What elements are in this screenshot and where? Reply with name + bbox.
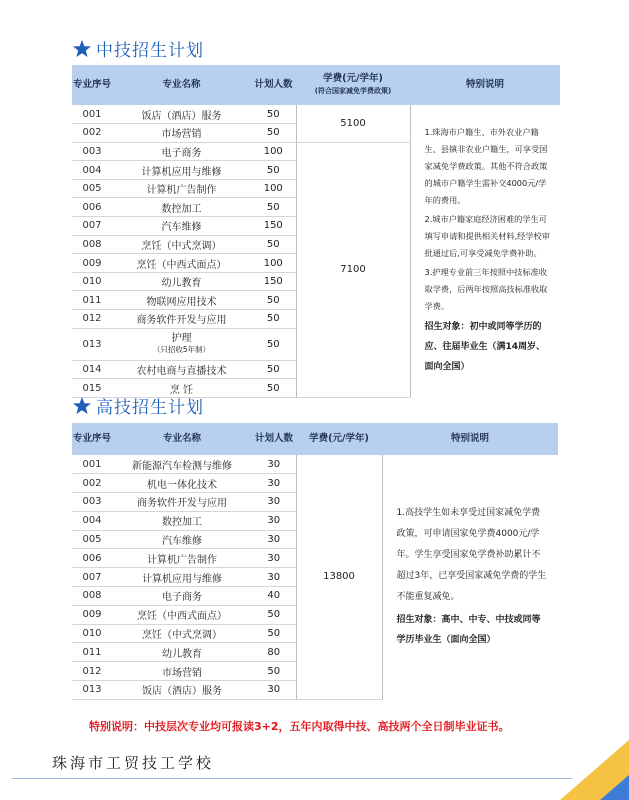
section-title-mid <box>72 36 204 61</box>
cell-code: 009 <box>72 605 112 624</box>
cell-code: 002 <box>72 124 112 143</box>
cell-name: 计算机应用与维修 <box>112 568 252 587</box>
header-code: 专业序号 <box>72 65 112 105</box>
cell-name: 计算机广告制作 <box>112 549 252 568</box>
header-note: 特别说明 <box>382 423 558 455</box>
cell-name: 汽车维修 <box>112 217 251 236</box>
cell-code: 010 <box>72 272 112 291</box>
cell-name: 幼儿教育 <box>112 643 252 662</box>
cell-name: 数控加工 <box>112 198 251 217</box>
cell-plan: 50 <box>251 291 296 310</box>
cell-code: 012 <box>72 662 112 681</box>
cell-name: 汽车维修 <box>112 530 252 549</box>
cell-name: 烹饪（中式烹调） <box>112 624 252 643</box>
cell-note <box>382 455 558 699</box>
note-paragraph: 1.高技学生如未享受过国家减免学费政策，可申请国家免学费4000元/学年。学生享受国家免学费补助累计不超过3年，已享受国家减免学费的学生不能重复减免。 <box>396 507 547 602</box>
cell-name: 商务软件开发与应用 <box>112 310 251 329</box>
cell-name: 市场营销 <box>112 124 251 143</box>
cell-code: 001 <box>72 105 112 124</box>
cell-note <box>410 105 560 397</box>
cell-plan: 100 <box>251 254 296 273</box>
cell-name-sub: （只招收5年制） <box>152 345 211 355</box>
cell-plan: 30 <box>252 511 296 530</box>
cell-code: 007 <box>72 568 112 587</box>
cell-code: 014 <box>72 360 112 379</box>
cell-plan: 30 <box>252 530 296 549</box>
table-row <box>72 105 560 124</box>
cell-plan: 30 <box>252 493 296 512</box>
high-plan-table <box>72 423 558 700</box>
section-title-high <box>72 393 204 418</box>
school-name: 珠海市工贸技工学校 <box>52 754 215 772</box>
cell-name: 计算机广告制作 <box>112 179 251 198</box>
cell-plan: 50 <box>251 198 296 217</box>
cell-code: 011 <box>72 643 112 662</box>
cell-name: 物联网应用技术 <box>112 291 251 310</box>
cell-name: 电子商务 <box>112 142 251 161</box>
cell-name: 机电一体化技术 <box>112 474 252 493</box>
footer-divider <box>12 778 572 779</box>
cell-plan: 30 <box>252 568 296 587</box>
cell-code: 008 <box>72 235 112 254</box>
note-target: 招生对象：高中、中专、中技或同等学历毕业生（面向全国） <box>396 614 541 645</box>
cell-plan: 150 <box>251 272 296 291</box>
table-row <box>72 455 558 474</box>
cell-name: 烹 饪 <box>112 379 251 398</box>
cell-fee-a: 5100 <box>296 105 410 142</box>
cell-plan: 100 <box>251 142 296 161</box>
cell-code: 001 <box>72 455 112 474</box>
cell-name: 新能源汽车检测与维修 <box>112 455 252 474</box>
cell-plan: 50 <box>252 662 296 681</box>
cell-name: 计算机应用与维修 <box>112 161 251 180</box>
cell-name <box>112 328 251 360</box>
section-title-text: 高技招生计划 <box>96 398 204 418</box>
cell-code: 003 <box>72 142 112 161</box>
star-icon <box>72 396 92 416</box>
cell-plan: 50 <box>251 360 296 379</box>
header-fee-sub: (符合国家减免学费政策) <box>314 87 392 95</box>
cell-name: 农村电商与直播技术 <box>112 360 251 379</box>
cell-plan: 50 <box>252 605 296 624</box>
cell-plan: 30 <box>252 549 296 568</box>
cell-name-main: 护理 <box>171 333 192 345</box>
note-paragraph: 2.城市户籍家庭经济困难的学生可填写申请和提供相关材料,经学校审批通过后,可享受减免学费补助。 <box>424 213 550 258</box>
cell-plan: 50 <box>251 105 296 124</box>
cell-code: 012 <box>72 310 112 329</box>
note-paragraph: 1.珠海市户籍生、市外农业户籍生、县镇非农业户籍生，可享受国家减免学费政策。其他不符合政策的城市户籍学生需补交4000元/学年的费用。 <box>424 126 548 205</box>
cell-name: 烹饪（中西式面点） <box>112 254 251 273</box>
cell-plan: 40 <box>252 587 296 606</box>
cell-name: 烹饪（中西式面点） <box>112 605 252 624</box>
cell-code: 002 <box>72 474 112 493</box>
cell-code: 011 <box>72 291 112 310</box>
cell-code: 007 <box>72 217 112 236</box>
header-code: 专业序号 <box>72 423 112 455</box>
cell-plan: 150 <box>251 217 296 236</box>
cell-name: 电子商务 <box>112 587 252 606</box>
cell-plan: 50 <box>251 379 296 398</box>
cell-name: 商务软件开发与应用 <box>112 493 252 512</box>
header-plan: 计划人数 <box>252 423 296 455</box>
note-target: 招生对象：初中或同等学历的应、往届毕业生（满14周岁、面向全国） <box>424 321 546 372</box>
header-fee: 学费(元/学年) <box>296 423 382 455</box>
special-note: 特别说明：中技层次专业均可报读3+2，五年内取得中技、高技两个全日制毕业证书。 <box>89 720 510 733</box>
header-name: 专业名称 <box>112 65 251 105</box>
header-fee <box>296 65 410 105</box>
cell-fee: 13800 <box>296 455 382 699</box>
header-note: 特别说明 <box>410 65 560 105</box>
star-icon <box>72 39 92 59</box>
cell-code: 009 <box>72 254 112 273</box>
cell-plan: 50 <box>251 124 296 143</box>
cell-plan: 50 <box>251 235 296 254</box>
cell-code: 003 <box>72 493 112 512</box>
corner-blue-shape <box>600 775 629 800</box>
cell-name: 幼儿教育 <box>112 272 251 291</box>
cell-name: 烹饪（中式烹调） <box>112 235 251 254</box>
header-name: 专业名称 <box>112 423 252 455</box>
header-fee-label: 学费(元/学年) <box>323 73 383 84</box>
cell-name: 饭店（酒店）服务 <box>112 105 251 124</box>
cell-fee-b: 7100 <box>296 142 410 397</box>
cell-code: 008 <box>72 587 112 606</box>
cell-plan: 80 <box>252 643 296 662</box>
cell-name: 饭店（酒店）服务 <box>112 681 252 700</box>
cell-name: 数控加工 <box>112 511 252 530</box>
mid-plan-table <box>72 65 560 398</box>
cell-plan: 50 <box>251 161 296 180</box>
cell-code: 015 <box>72 379 112 398</box>
cell-plan: 30 <box>252 474 296 493</box>
cell-code: 004 <box>72 511 112 530</box>
cell-code: 010 <box>72 624 112 643</box>
note-paragraph: 3.护理专业前三年按照中技标准收取学费，后两年按照高技标准收取学费。 <box>424 266 548 311</box>
cell-code: 013 <box>72 681 112 700</box>
cell-plan: 100 <box>251 179 296 198</box>
cell-plan: 30 <box>252 455 296 474</box>
cell-code: 005 <box>72 179 112 198</box>
cell-code: 006 <box>72 198 112 217</box>
cell-code: 006 <box>72 549 112 568</box>
cell-code: 013 <box>72 328 112 360</box>
cell-code: 004 <box>72 161 112 180</box>
cell-plan: 50 <box>252 624 296 643</box>
cell-code: 005 <box>72 530 112 549</box>
corner-yellow-shape <box>560 740 629 800</box>
header-plan: 计划人数 <box>251 65 296 105</box>
cell-plan: 50 <box>251 328 296 360</box>
section-title-text: 中技招生计划 <box>96 41 204 61</box>
cell-name: 市场营销 <box>112 662 252 681</box>
cell-plan: 50 <box>251 310 296 329</box>
cell-plan: 30 <box>252 681 296 700</box>
